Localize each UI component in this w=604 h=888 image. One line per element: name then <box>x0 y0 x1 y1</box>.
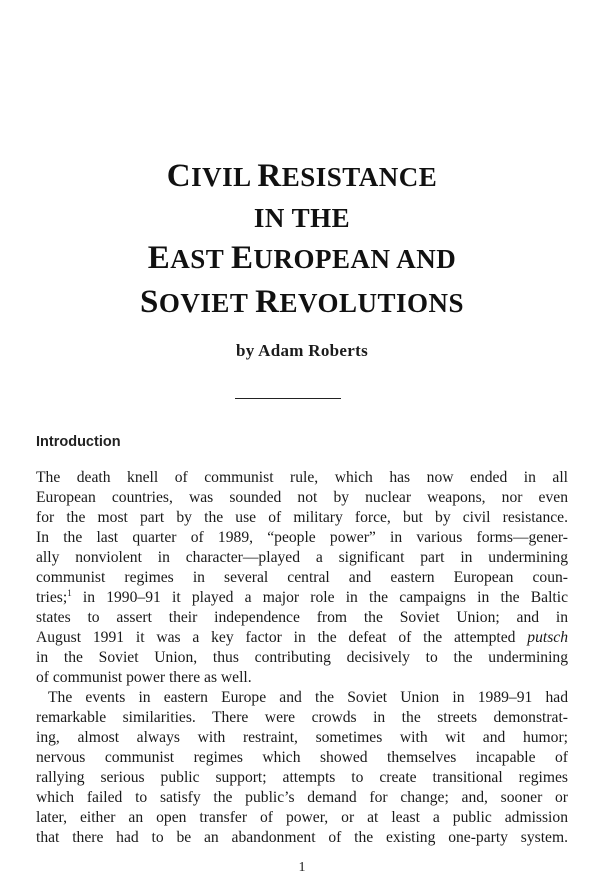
paragraph-line: European countries, was sounded not by nuclear weapons, nor even <box>36 489 568 506</box>
paragraph-line: for the most part by the use of military force, but by civil resistance. <box>36 509 568 526</box>
title-line-2: IN THE <box>253 203 351 233</box>
paragraph-line: communist regimes in several central and eastern European coun- <box>36 569 568 586</box>
title-divider <box>235 398 341 399</box>
paragraph-line: ing, almost always with restraint, sometimes with wit and humor; <box>36 729 568 746</box>
footnote-marker: 1 <box>67 587 72 598</box>
title-line-1: CIVIL RESISTANCE <box>166 158 438 194</box>
paragraph-line: states to assert their independence from the Soviet Union; and in <box>36 609 568 626</box>
paragraph-line: which failed to satisfy the public’s demand for change; and, sooner or <box>36 789 568 806</box>
title-line-3: EAST EUROPEAN AND <box>147 240 457 276</box>
paragraph-line: ally nonviolent in character—played a significant part in undermining <box>36 549 568 566</box>
paragraph-line: In the last quarter of 1989, “people power” in various forms—gener- <box>36 529 568 546</box>
paragraph-line: The death knell of communist rule, which has now ended in all <box>36 469 568 486</box>
paragraph-line: rallying serious public support; attempts to create transitional regimes <box>36 769 568 786</box>
paragraph-line: August 1991 it was a key factor in the defeat of the attempted putsch <box>36 629 568 646</box>
paragraph-line: in the Soviet Union, thus contributing decisively to the undermining <box>36 649 568 666</box>
paragraph-line: that there had to be an abandonment of the existing one-party system. <box>36 829 568 846</box>
paragraph-line: later, either an open transfer of power, or at least a public admission <box>36 809 568 826</box>
paragraph-line: The events in eastern Europe and the Soviet Union in 1989–91 had <box>48 689 568 706</box>
paragraph-line: tries;$^1$ in 1990–91 it played a major role in the campaigns in the Baltic <box>36 587 568 606</box>
paragraph-line: nervous communist regimes which showed themselves incapable of <box>36 749 568 766</box>
italic-term: putsch <box>527 629 568 646</box>
section-heading: Introduction <box>36 434 121 450</box>
paragraph-line: of communist power there as well. <box>36 669 252 686</box>
author-byline: by Adam Roberts <box>235 341 368 360</box>
page-number: 1 <box>298 860 306 875</box>
title-line-4: SOVIET REVOLUTIONS <box>139 284 464 320</box>
paragraph-line: remarkable similarities. There were crowds in the streets demonstrat- <box>36 709 568 726</box>
